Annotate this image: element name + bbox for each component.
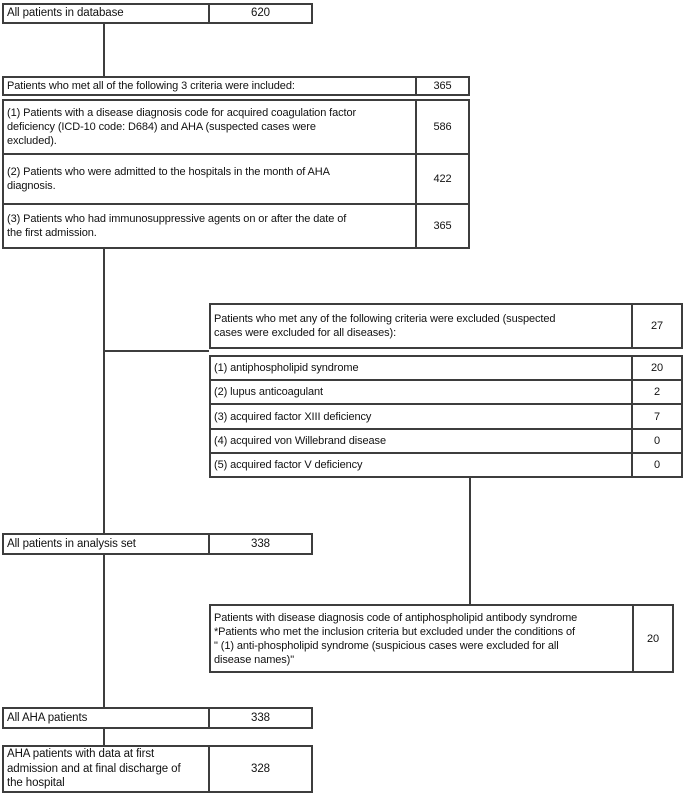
antiphospholipid-detail-box bbox=[209, 604, 674, 673]
text-line: admission and at final discharge of bbox=[7, 762, 181, 775]
connector-analysis-to-aha bbox=[103, 555, 105, 707]
all-aha-patients-box bbox=[2, 707, 313, 729]
inclusion-row-1 bbox=[4, 101, 468, 153]
exclusion-row-1 bbox=[211, 357, 681, 379]
text-line: Patients who met any of the following criteria were excluded (suspected bbox=[214, 313, 556, 325]
text-line: the hospital bbox=[7, 777, 65, 790]
text-line: *Patients who met the inclusion criteria but excluded under the conditions of bbox=[214, 625, 576, 638]
exclusion-row-1-label: (1) antiphospholipid syndrome bbox=[214, 362, 359, 375]
exclusion-row-4 bbox=[211, 428, 681, 452]
antiphospholipid-detail-count: 20 bbox=[632, 606, 672, 671]
all-patients-database-count: 620 bbox=[208, 5, 311, 22]
text-line: " (1) anti-phospholipid syndrome (suspicious cases were excluded for all bbox=[214, 639, 559, 652]
analysis-set-count: 338 bbox=[208, 535, 311, 553]
text-line: excluded). bbox=[7, 135, 57, 147]
connector-branch-to-exclusion bbox=[105, 350, 209, 352]
connector-inclusion-to-analysis bbox=[103, 249, 105, 533]
inclusion-row-2-label bbox=[4, 155, 415, 203]
all-patients-database-label: All patients in database bbox=[7, 7, 124, 20]
inclusion-row-3 bbox=[4, 203, 468, 247]
text-line: diagnosis. bbox=[7, 180, 56, 192]
text-line: disease names)" bbox=[214, 653, 295, 666]
inclusion-row-2-count: 422 bbox=[415, 155, 468, 203]
exclusion-row-5-label: (5) acquired factor V deficiency bbox=[214, 458, 363, 471]
exclusion-row-3-count: 7 bbox=[631, 405, 681, 427]
all-patients-database-box bbox=[2, 3, 313, 24]
inclusion-row-3-label bbox=[4, 205, 415, 247]
inclusion-row-3-count: 365 bbox=[415, 205, 468, 247]
exclusion-row-4-count: 0 bbox=[631, 430, 681, 452]
text-line: (2) Patients who were admitted to the hospitals in the month of AHA bbox=[7, 166, 330, 178]
connector-aha-to-final bbox=[103, 729, 105, 745]
exclusion-row-3 bbox=[211, 403, 681, 427]
text-line: AHA patients with data at first bbox=[7, 748, 155, 761]
final-cohort-label bbox=[4, 747, 208, 791]
antiphospholipid-detail-label bbox=[211, 606, 632, 671]
final-cohort-count: 328 bbox=[208, 747, 311, 791]
inclusion-header-count: 365 bbox=[415, 78, 468, 94]
exclusion-header-count: 27 bbox=[631, 305, 681, 347]
exclusion-row-2-label: (2) lupus anticoagulant bbox=[214, 386, 323, 399]
text-line: cases were excluded for all diseases): bbox=[214, 327, 397, 339]
inclusion-criteria-table bbox=[2, 99, 470, 249]
inclusion-header-box bbox=[2, 76, 470, 96]
all-aha-patients-label: All AHA patients bbox=[7, 711, 88, 724]
text-line: (1) Patients with a disease diagnosis code for acquired coagulation factor bbox=[7, 107, 357, 119]
exclusion-row-2 bbox=[211, 379, 681, 403]
exclusion-header-box bbox=[209, 303, 683, 349]
connector-exclusion-to-aps bbox=[469, 478, 471, 604]
exclusion-row-3-label: (3) acquired factor XIII deficiency bbox=[214, 410, 372, 423]
exclusion-row-1-count: 20 bbox=[631, 357, 681, 379]
connector-top-to-inclusion bbox=[103, 24, 105, 76]
all-aha-patients-count: 338 bbox=[208, 709, 311, 727]
exclusion-row-5 bbox=[211, 452, 681, 476]
text-line: Patients with disease diagnosis code of antiphospholipid antibody syndrome bbox=[214, 611, 578, 624]
analysis-set-box bbox=[2, 533, 313, 555]
inclusion-row-2 bbox=[4, 153, 468, 203]
exclusion-row-4-label: (4) acquired von Willebrand disease bbox=[214, 434, 386, 447]
analysis-set-label: All patients in analysis set bbox=[7, 537, 136, 550]
exclusion-row-5-count: 0 bbox=[631, 454, 681, 476]
exclusion-row-2-count: 2 bbox=[631, 381, 681, 403]
text-line: deficiency (ICD-10 code: D684) and AHA (suspected cases were bbox=[7, 121, 316, 133]
exclusion-header-label bbox=[211, 305, 631, 347]
final-cohort-box bbox=[2, 745, 313, 793]
inclusion-header-label: Patients who met all of the following 3 criteria were included: bbox=[7, 80, 295, 92]
exclusion-criteria-table bbox=[209, 355, 683, 478]
inclusion-row-1-label bbox=[4, 101, 415, 153]
text-line: the first admission. bbox=[7, 227, 97, 239]
inclusion-row-1-count: 586 bbox=[415, 101, 468, 153]
text-line: (3) Patients who had immunosuppressive agents on or after the date of bbox=[7, 213, 347, 225]
